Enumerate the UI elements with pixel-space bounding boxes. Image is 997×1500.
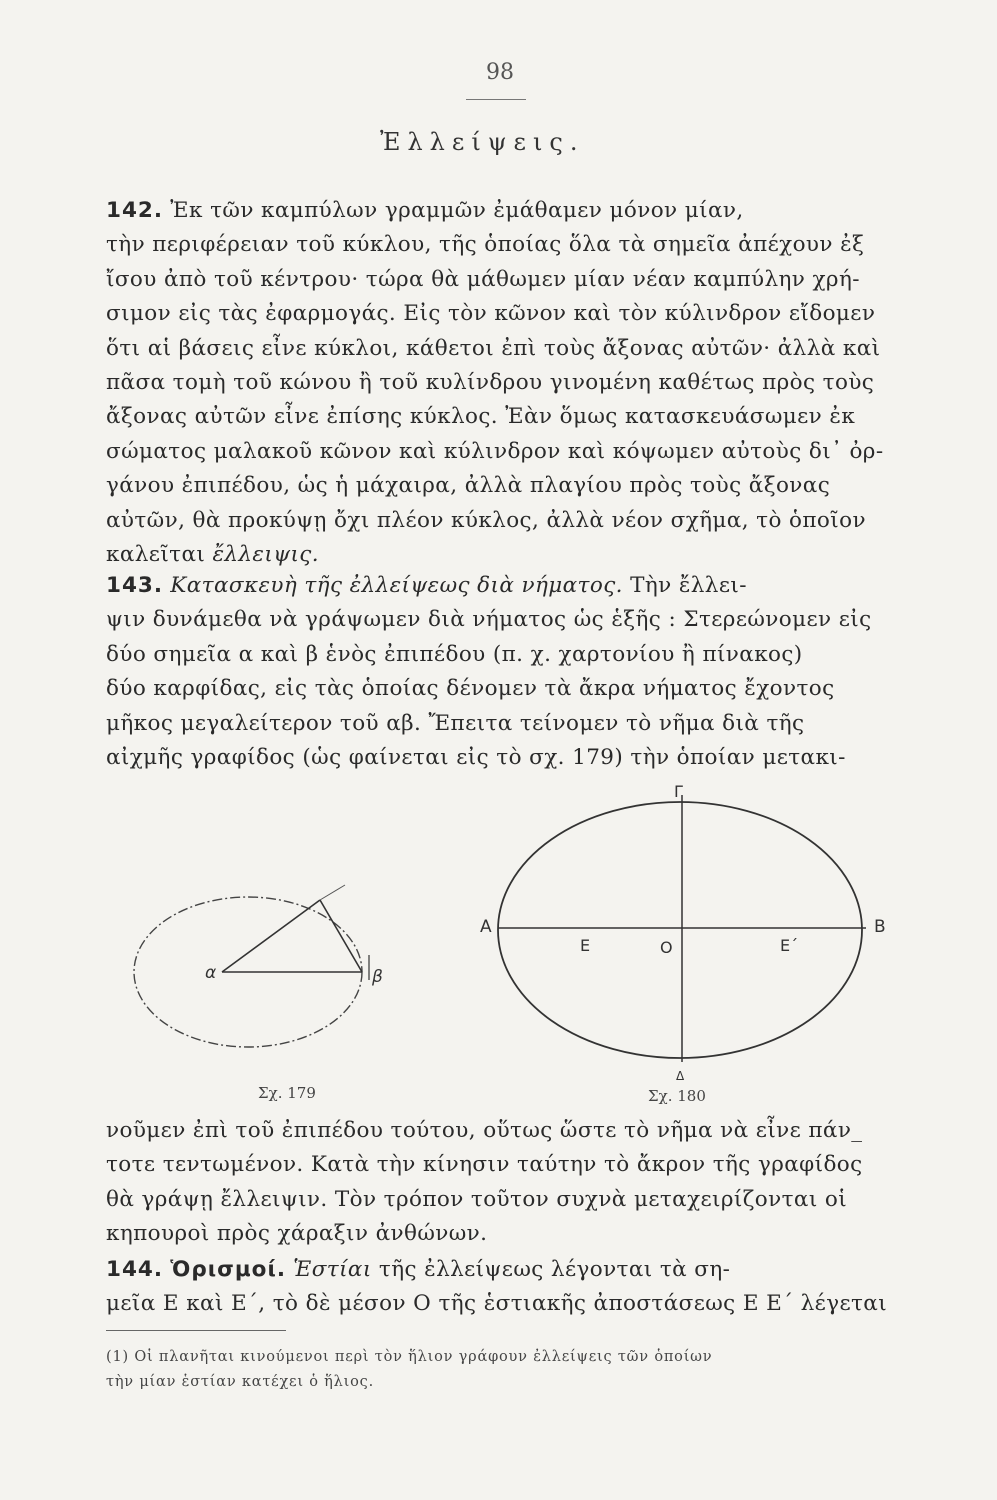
text-line: δύο καρφίδας, εἰς τὰς ὁποίας δένομεν τὰ ἄκρα νήματος ἔχοντος xyxy=(106,676,835,702)
term-foci: Ἑστίαι xyxy=(293,1257,372,1282)
text-line: ὅτι αἱ βάσεις εἶνε κύκλοι, κάθετοι ἐπὶ τοὺς ἄξονας αὐτῶν· ἀλλὰ καὶ xyxy=(106,335,881,361)
text-line: ψιν δυνάμεθα νὰ γράψωμεν διὰ νήματος ὡς ἑξῆς : Στερεώνομεν εἰς xyxy=(106,607,872,633)
text-line: δύο σημεῖα α καὶ β ἑνὸς ἐπιπέδου (π. χ. χαρτονίου ἢ πίνακος) xyxy=(106,641,803,667)
text-line: ἴσου ἀπὸ τοῦ κέντρου· τώρα θὰ μάθωμεν μίαν νέαν καμπύλην χρή- xyxy=(106,266,860,292)
text-line xyxy=(106,1253,896,1287)
label-b: β xyxy=(372,967,383,987)
text-line: σώματος μαλακοῦ κῶνον καὶ κύλινδρον καὶ κόψωμεν αὐτοὺς δι᾽ ὀρ- xyxy=(106,438,884,464)
term-ellipse: ἔλλειψις. xyxy=(212,542,319,568)
text-line: ἄξονας αὐτῶν εἶνε ἐπίσης κύκλος. Ἐὰν ὅμως κατασκευάσωμεν ἐκ xyxy=(106,404,856,430)
footnote xyxy=(106,1345,896,1395)
text-line: θὰ γράψῃ ἔλλειψιν. Τὸν τρόπον τοῦτον συχνὰ μεταχειρίζονται οἱ xyxy=(106,1186,848,1212)
paragraph-title: Ὁρισμοί. xyxy=(170,1257,286,1282)
figure-179 xyxy=(134,885,383,1047)
figure-180-caption: Σχ. 180 xyxy=(648,1087,706,1105)
text-span: τῆς ἐλλείψεως λέγονται τὰ ση- xyxy=(371,1257,731,1282)
label-E: Ε xyxy=(580,936,591,955)
paragraph-number: 142. xyxy=(106,198,164,223)
paragraph-number: 144. xyxy=(106,1257,164,1282)
ellipse-outline xyxy=(498,802,862,1058)
label-D: Δ xyxy=(676,1069,685,1083)
text-line: μεῖα Ε καὶ Ε΄, τὸ δὲ μέσον Ο τῆς ἑστιακῆς ἀποστάσεως Ε Ε΄ λέγεται xyxy=(106,1291,888,1317)
text-line: αἰχμῆς γραφίδος (ὡς φαίνεται εἰς τὸ σχ. 179) τὴν ὁποίαν μετακι- xyxy=(106,745,846,771)
label-a: α xyxy=(205,963,217,983)
paragraph-144 xyxy=(106,1253,896,1322)
text-span: Ἐκ τῶν καμπύλων γραμμῶν ἐμάθαμεν μόνον μίαν, xyxy=(170,198,744,223)
paragraph-143-continued xyxy=(106,1114,896,1252)
paragraph-number: 143. xyxy=(106,573,164,598)
text-line: γάνου ἐπιπέδου, ὡς ἡ μάχαιρα, ἀλλὰ πλαγίου πρὸς τοὺς ἄξονας xyxy=(106,473,831,499)
text-line: κηπουροὶ πρὸς χάραξιν ἀνθώνων. xyxy=(106,1221,488,1247)
pencil-tip xyxy=(320,885,345,900)
page-number: 98 xyxy=(486,60,514,85)
label-B: Β xyxy=(874,917,886,937)
label-E-prime: Ε΄ xyxy=(780,936,799,955)
text-line: τὴν περιφέρειαν τοῦ κύκλου, τῆς ὁποίας ὅλα τὰ σημεῖα ἀπέχουν ἐξ xyxy=(106,232,865,258)
figure-179-caption: Σχ. 179 xyxy=(258,1084,316,1102)
section-heading: Ἐλλείψεις. xyxy=(380,128,585,156)
text-line: τοτε τεντωμένον. Κατὰ τὴν κίνησιν ταύτην τὸ ἄκρον τῆς γραφίδος xyxy=(106,1152,863,1178)
text-line: πᾶσα τομὴ τοῦ κώνου ἢ τοῦ κυλίνδρου γινομένη καθέτως πρὸς τοὺς xyxy=(106,370,875,396)
text-span: Τὴν ἔλλει- xyxy=(630,573,747,598)
text-line: αὐτῶν, θὰ προκύψῃ ὄχι πλέον κύκλος, ἀλλὰ νέον σχῆμα, τὸ ὁποῖον xyxy=(106,507,866,533)
text-span: καλεῖται xyxy=(106,542,213,568)
label-O: Ο xyxy=(660,938,673,957)
text-line: νοῦμεν ἐπὶ τοῦ ἐπιπέδου τούτου, οὕτως ὥστε τὸ νῆμα νὰ εἶνε πάν_ xyxy=(106,1118,863,1143)
text-line: μῆκος μεγαλείτερον τοῦ αβ. Ἔπειτα τείνομεν τὸ νῆμα διὰ τῆς xyxy=(106,710,805,736)
footnote-line: τὴν μίαν ἑστίαν κατέχει ὁ ἥλιος. xyxy=(106,1374,375,1390)
label-A: Α xyxy=(480,917,492,937)
string-segment-a xyxy=(222,900,320,972)
paragraph-title: Κατασκευὴ τῆς ἐλλείψεως διὰ νήματος. xyxy=(170,573,623,598)
footnote-rule xyxy=(106,1330,286,1331)
text-line: σιμον εἰς τὰς ἐφαρμογάς. Εἰς τὸν κῶνον καὶ τὸν κύλινδρον εἴδομεν xyxy=(106,301,876,327)
string-segment-b xyxy=(320,900,362,972)
figure-180 xyxy=(480,782,886,1083)
label-G: Γ xyxy=(674,782,683,801)
footnote-line: (1) Οἱ πλανῆται κινούμενοι περὶ τὸν ἥλιον γράφουν ἐλλείψεις τῶν ὁποίων xyxy=(106,1349,713,1365)
